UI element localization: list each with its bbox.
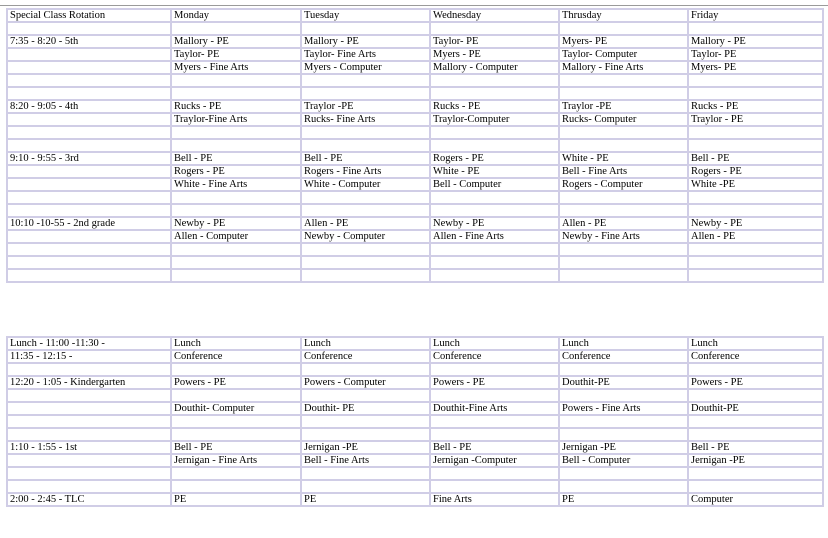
tuesday-cell bbox=[301, 415, 430, 428]
friday-cell: Rucks - PE bbox=[688, 100, 823, 113]
top-divider bbox=[0, 5, 828, 6]
friday-cell: Douthit-PE bbox=[688, 402, 823, 415]
time-cell bbox=[7, 61, 171, 74]
schedule-row bbox=[7, 178, 823, 191]
time-cell: 11:35 - 12:15 - bbox=[7, 350, 171, 363]
time-cell: 2:00 - 2:45 - TLC bbox=[7, 493, 171, 506]
tuesday-cell bbox=[301, 467, 430, 480]
schedule-row bbox=[7, 48, 823, 61]
empty-cell bbox=[688, 22, 823, 35]
wednesday-cell bbox=[430, 428, 559, 441]
monday-cell: Myers - Fine Arts bbox=[171, 61, 301, 74]
schedule-row bbox=[7, 139, 823, 152]
thursday-cell: Rucks- Computer bbox=[559, 113, 688, 126]
schedule-row bbox=[7, 243, 823, 256]
friday-cell bbox=[688, 389, 823, 402]
wednesday-cell: Bell - Computer bbox=[430, 178, 559, 191]
monday-cell: Bell - PE bbox=[171, 152, 301, 165]
wednesday-cell bbox=[430, 269, 559, 282]
tuesday-cell: White - Computer bbox=[301, 178, 430, 191]
spacer-row bbox=[7, 22, 823, 35]
monday-cell: Powers - PE bbox=[171, 376, 301, 389]
tuesday-cell: Bell - Fine Arts bbox=[301, 454, 430, 467]
schedule-row bbox=[7, 428, 823, 441]
time-cell bbox=[7, 363, 171, 376]
monday-cell bbox=[171, 139, 301, 152]
thursday-cell: Bell - Computer bbox=[559, 454, 688, 467]
wednesday-cell bbox=[430, 363, 559, 376]
thursday-cell bbox=[559, 243, 688, 256]
thursday-cell bbox=[559, 415, 688, 428]
thursday-cell bbox=[559, 269, 688, 282]
friday-cell: Powers - PE bbox=[688, 376, 823, 389]
schedule-row bbox=[7, 217, 823, 230]
time-cell: 8:20 - 9:05 - 4th bbox=[7, 100, 171, 113]
friday-cell: Taylor- PE bbox=[688, 48, 823, 61]
thursday-cell bbox=[559, 256, 688, 269]
rotation-table-afternoon bbox=[6, 336, 824, 507]
empty-cell bbox=[301, 22, 430, 35]
monday-cell bbox=[171, 428, 301, 441]
monday-cell bbox=[171, 204, 301, 217]
empty-cell bbox=[7, 22, 171, 35]
friday-cell bbox=[688, 467, 823, 480]
empty-cell bbox=[171, 22, 301, 35]
schedule-row bbox=[7, 480, 823, 493]
time-cell bbox=[7, 256, 171, 269]
time-cell bbox=[7, 415, 171, 428]
schedule-row bbox=[7, 363, 823, 376]
thursday-cell: Mallory - Fine Arts bbox=[559, 61, 688, 74]
tuesday-cell bbox=[301, 389, 430, 402]
friday-cell bbox=[688, 243, 823, 256]
thursday-cell: Myers- PE bbox=[559, 35, 688, 48]
time-cell bbox=[7, 428, 171, 441]
friday-cell: Conference bbox=[688, 350, 823, 363]
tuesday-cell bbox=[301, 139, 430, 152]
time-cell bbox=[7, 178, 171, 191]
thursday-cell: Allen - PE bbox=[559, 217, 688, 230]
friday-cell bbox=[688, 139, 823, 152]
day-header-thursday: Thrusday bbox=[559, 9, 688, 22]
tuesday-cell bbox=[301, 204, 430, 217]
thursday-cell: Bell - Fine Arts bbox=[559, 165, 688, 178]
monday-cell bbox=[171, 243, 301, 256]
tuesday-cell: Newby - Computer bbox=[301, 230, 430, 243]
monday-cell: Allen - Computer bbox=[171, 230, 301, 243]
thursday-cell: Conference bbox=[559, 350, 688, 363]
tuesday-cell: Powers - Computer bbox=[301, 376, 430, 389]
day-header-tuesday: Tuesday bbox=[301, 9, 430, 22]
monday-cell bbox=[171, 126, 301, 139]
friday-cell: Allen - PE bbox=[688, 230, 823, 243]
time-cell: 9:10 - 9:55 - 3rd bbox=[7, 152, 171, 165]
thursday-cell: Powers - Fine Arts bbox=[559, 402, 688, 415]
time-cell: 10:10 -10-55 - 2nd grade bbox=[7, 217, 171, 230]
thursday-cell: Lunch bbox=[559, 337, 688, 350]
wednesday-cell: Traylor-Computer bbox=[430, 113, 559, 126]
friday-cell bbox=[688, 363, 823, 376]
friday-cell: Computer bbox=[688, 493, 823, 506]
schedule-row bbox=[7, 165, 823, 178]
friday-cell bbox=[688, 415, 823, 428]
wednesday-cell: Rogers - PE bbox=[430, 152, 559, 165]
time-cell bbox=[7, 467, 171, 480]
schedule-row bbox=[7, 389, 823, 402]
friday-cell bbox=[688, 269, 823, 282]
tuesday-cell: Mallory - PE bbox=[301, 35, 430, 48]
wednesday-cell: Allen - Fine Arts bbox=[430, 230, 559, 243]
schedule-row bbox=[7, 113, 823, 126]
schedule-row bbox=[7, 74, 823, 87]
schedule-row bbox=[7, 35, 823, 48]
monday-cell bbox=[171, 480, 301, 493]
tuesday-cell: Allen - PE bbox=[301, 217, 430, 230]
tuesday-cell: Rucks- Fine Arts bbox=[301, 113, 430, 126]
wednesday-cell bbox=[430, 415, 559, 428]
time-cell bbox=[7, 126, 171, 139]
time-cell bbox=[7, 48, 171, 61]
schedule-row bbox=[7, 269, 823, 282]
friday-cell bbox=[688, 126, 823, 139]
time-cell bbox=[7, 389, 171, 402]
monday-cell: Jernigan - Fine Arts bbox=[171, 454, 301, 467]
rotation-table-morning bbox=[6, 8, 824, 283]
friday-cell bbox=[688, 204, 823, 217]
time-cell bbox=[7, 269, 171, 282]
monday-cell: Rogers - PE bbox=[171, 165, 301, 178]
wednesday-cell bbox=[430, 87, 559, 100]
tuesday-cell: Conference bbox=[301, 350, 430, 363]
monday-cell bbox=[171, 269, 301, 282]
friday-cell: Myers- PE bbox=[688, 61, 823, 74]
wednesday-cell bbox=[430, 139, 559, 152]
monday-cell: Newby - PE bbox=[171, 217, 301, 230]
friday-cell: Traylor - PE bbox=[688, 113, 823, 126]
thursday-cell: Newby - Fine Arts bbox=[559, 230, 688, 243]
schedule-row bbox=[7, 441, 823, 454]
friday-cell bbox=[688, 480, 823, 493]
schedule-row bbox=[7, 126, 823, 139]
time-cell bbox=[7, 480, 171, 493]
time-cell bbox=[7, 191, 171, 204]
monday-cell: Bell - PE bbox=[171, 441, 301, 454]
tuesday-cell bbox=[301, 126, 430, 139]
schedule-row bbox=[7, 204, 823, 217]
schedule-row bbox=[7, 402, 823, 415]
friday-cell: Bell - PE bbox=[688, 152, 823, 165]
thursday-cell bbox=[559, 74, 688, 87]
friday-cell: Bell - PE bbox=[688, 441, 823, 454]
time-cell bbox=[7, 454, 171, 467]
wednesday-cell bbox=[430, 480, 559, 493]
schedule-row bbox=[7, 230, 823, 243]
wednesday-cell: Fine Arts bbox=[430, 493, 559, 506]
time-cell: 12:20 - 1:05 - Kindergarten bbox=[7, 376, 171, 389]
tuesday-cell bbox=[301, 243, 430, 256]
tuesday-cell: Jernigan -PE bbox=[301, 441, 430, 454]
wednesday-cell: Douthit-Fine Arts bbox=[430, 402, 559, 415]
empty-cell bbox=[559, 22, 688, 35]
wednesday-cell bbox=[430, 74, 559, 87]
wednesday-cell: Taylor- PE bbox=[430, 35, 559, 48]
tuesday-cell: Myers - Computer bbox=[301, 61, 430, 74]
thursday-cell: PE bbox=[559, 493, 688, 506]
time-cell: Lunch - 11:00 -11:30 - bbox=[7, 337, 171, 350]
monday-cell: Taylor- PE bbox=[171, 48, 301, 61]
monday-cell: PE bbox=[171, 493, 301, 506]
thursday-cell bbox=[559, 389, 688, 402]
schedule-row bbox=[7, 256, 823, 269]
time-cell bbox=[7, 243, 171, 256]
schedule-row bbox=[7, 87, 823, 100]
friday-cell: Newby - PE bbox=[688, 217, 823, 230]
time-cell bbox=[7, 113, 171, 126]
day-header-monday: Monday bbox=[171, 9, 301, 22]
wednesday-cell bbox=[430, 256, 559, 269]
schedule-row bbox=[7, 467, 823, 480]
thursday-cell bbox=[559, 139, 688, 152]
tuesday-cell: Taylor- Fine Arts bbox=[301, 48, 430, 61]
schedule-row bbox=[7, 376, 823, 389]
wednesday-cell: Mallory - Computer bbox=[430, 61, 559, 74]
thursday-cell bbox=[559, 467, 688, 480]
time-cell bbox=[7, 230, 171, 243]
wednesday-cell bbox=[430, 191, 559, 204]
day-header-wednesday: Wednesday bbox=[430, 9, 559, 22]
thursday-cell: Taylor- Computer bbox=[559, 48, 688, 61]
friday-cell bbox=[688, 428, 823, 441]
monday-cell bbox=[171, 389, 301, 402]
thursday-cell bbox=[559, 428, 688, 441]
wednesday-cell: Powers - PE bbox=[430, 376, 559, 389]
time-cell bbox=[7, 87, 171, 100]
monday-cell bbox=[171, 467, 301, 480]
tuesday-cell bbox=[301, 363, 430, 376]
tuesday-cell bbox=[301, 87, 430, 100]
schedule-row bbox=[7, 337, 823, 350]
time-cell: 1:10 - 1:55 - 1st bbox=[7, 441, 171, 454]
monday-cell bbox=[171, 256, 301, 269]
friday-cell: Mallory - PE bbox=[688, 35, 823, 48]
wednesday-cell bbox=[430, 243, 559, 256]
tuesday-cell: Lunch bbox=[301, 337, 430, 350]
wednesday-cell: Myers - PE bbox=[430, 48, 559, 61]
friday-cell: White -PE bbox=[688, 178, 823, 191]
thursday-cell bbox=[559, 87, 688, 100]
schedule-row bbox=[7, 152, 823, 165]
monday-cell: Rucks - PE bbox=[171, 100, 301, 113]
monday-cell: Lunch bbox=[171, 337, 301, 350]
wednesday-cell: Bell - PE bbox=[430, 441, 559, 454]
wednesday-cell: Rucks - PE bbox=[430, 100, 559, 113]
thursday-cell: Jernigan -PE bbox=[559, 441, 688, 454]
schedule-row bbox=[7, 61, 823, 74]
monday-cell: White - Fine Arts bbox=[171, 178, 301, 191]
monday-cell: Mallory - PE bbox=[171, 35, 301, 48]
time-cell bbox=[7, 74, 171, 87]
time-cell: 7:35 - 8:20 - 5th bbox=[7, 35, 171, 48]
friday-cell: Jernigan -PE bbox=[688, 454, 823, 467]
tuesday-cell bbox=[301, 256, 430, 269]
wednesday-cell: White - PE bbox=[430, 165, 559, 178]
tuesday-cell bbox=[301, 428, 430, 441]
tuesday-cell: PE bbox=[301, 493, 430, 506]
thursday-cell: Douthit-PE bbox=[559, 376, 688, 389]
monday-cell bbox=[171, 191, 301, 204]
time-cell bbox=[7, 139, 171, 152]
schedule-row bbox=[7, 415, 823, 428]
monday-cell bbox=[171, 74, 301, 87]
thursday-cell bbox=[559, 126, 688, 139]
thursday-cell: Traylor -PE bbox=[559, 100, 688, 113]
wednesday-cell bbox=[430, 389, 559, 402]
tuesday-cell: Bell - PE bbox=[301, 152, 430, 165]
time-cell bbox=[7, 402, 171, 415]
header-row bbox=[7, 9, 823, 22]
empty-cell bbox=[430, 22, 559, 35]
monday-cell: Douthit- Computer bbox=[171, 402, 301, 415]
friday-cell bbox=[688, 191, 823, 204]
wednesday-cell: Conference bbox=[430, 350, 559, 363]
time-cell bbox=[7, 165, 171, 178]
friday-cell bbox=[688, 256, 823, 269]
wednesday-cell bbox=[430, 126, 559, 139]
tuesday-cell: Traylor -PE bbox=[301, 100, 430, 113]
thursday-cell: Rogers - Computer bbox=[559, 178, 688, 191]
schedule-row bbox=[7, 191, 823, 204]
monday-cell bbox=[171, 415, 301, 428]
friday-cell bbox=[688, 74, 823, 87]
tuesday-cell bbox=[301, 74, 430, 87]
wednesday-cell bbox=[430, 467, 559, 480]
wednesday-cell bbox=[430, 204, 559, 217]
friday-cell: Lunch bbox=[688, 337, 823, 350]
tuesday-cell bbox=[301, 480, 430, 493]
schedule-row bbox=[7, 350, 823, 363]
monday-cell bbox=[171, 87, 301, 100]
friday-cell bbox=[688, 87, 823, 100]
thursday-cell bbox=[559, 204, 688, 217]
tuesday-cell bbox=[301, 191, 430, 204]
wednesday-cell: Jernigan -Computer bbox=[430, 454, 559, 467]
friday-cell: Rogers - PE bbox=[688, 165, 823, 178]
day-header-friday: Friday bbox=[688, 9, 823, 22]
wednesday-cell: Lunch bbox=[430, 337, 559, 350]
monday-cell: Conference bbox=[171, 350, 301, 363]
thursday-cell: White - PE bbox=[559, 152, 688, 165]
monday-cell: Traylor-Fine Arts bbox=[171, 113, 301, 126]
tuesday-cell: Rogers - Fine Arts bbox=[301, 165, 430, 178]
tuesday-cell bbox=[301, 269, 430, 282]
schedule-row bbox=[7, 100, 823, 113]
schedule-row bbox=[7, 454, 823, 467]
wednesday-cell: Newby - PE bbox=[430, 217, 559, 230]
time-cell bbox=[7, 204, 171, 217]
thursday-cell bbox=[559, 191, 688, 204]
tuesday-cell: Douthit- PE bbox=[301, 402, 430, 415]
title-cell: Special Class Rotation bbox=[7, 9, 171, 22]
monday-cell bbox=[171, 363, 301, 376]
schedule-row bbox=[7, 493, 823, 506]
thursday-cell bbox=[559, 480, 688, 493]
thursday-cell bbox=[559, 363, 688, 376]
